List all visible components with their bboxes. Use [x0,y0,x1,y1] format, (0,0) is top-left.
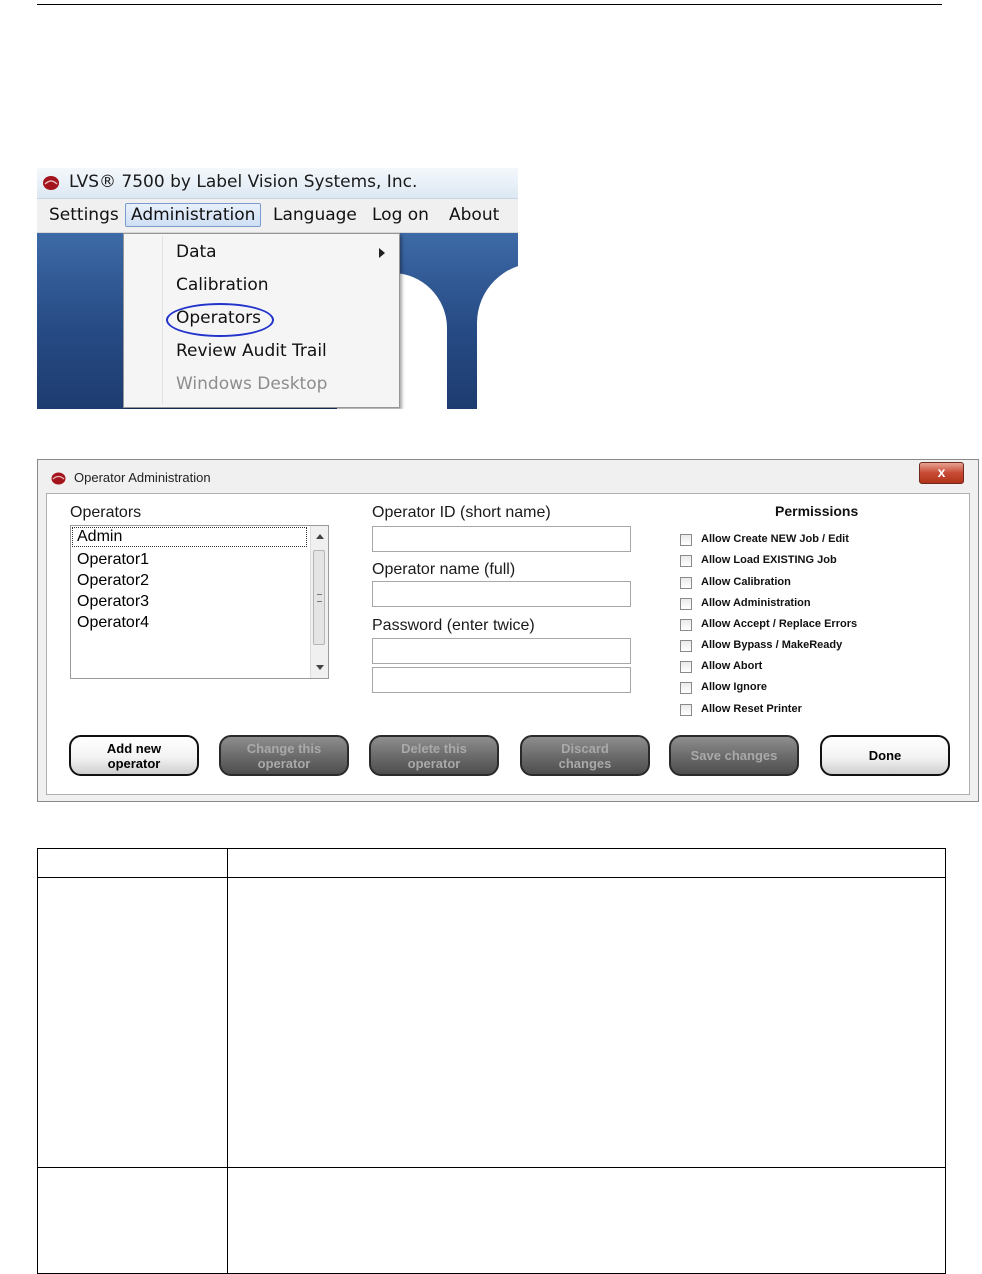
change-operator-button[interactable] [219,735,349,776]
menu-item-calibration[interactable]: Calibration [176,275,269,295]
dialog-title: Operator Administration [74,470,211,485]
menu-item-data[interactable]: Data [176,242,217,262]
grip-icon [317,594,322,602]
table-row [38,849,946,878]
permission-label: Allow Load EXISTING Job [701,554,837,566]
checkbox[interactable] [680,598,692,610]
button-label: Discard [561,740,609,756]
scrollbar-thumb[interactable] [313,550,325,645]
window-titlebar [37,168,518,199]
save-changes-button[interactable]: Save changes [669,735,799,776]
list-item[interactable]: Operator2 [77,572,150,589]
close-button[interactable]: x [919,462,964,484]
button-label: operator [257,755,311,771]
list-item[interactable]: Operator3 [77,593,150,610]
menu-item-windows-desktop: Windows Desktop [176,374,328,394]
table-cell [228,849,946,878]
scrollbar[interactable] [310,526,328,678]
menu-gutter [162,236,163,404]
checkbox[interactable] [680,661,692,673]
menu-item-review-audit-trail[interactable]: Review Audit Trail [176,341,327,361]
permission-label: Allow Bypass / MakeReady [701,639,843,651]
permission-label: Allow Calibration [701,576,791,588]
checkbox[interactable] [680,640,692,652]
checkbox[interactable] [680,534,692,546]
permission-label: Allow Ignore [701,681,767,693]
menu-language[interactable]: Language [273,205,357,225]
checkbox[interactable] [680,555,692,567]
discard-changes-button[interactable] [520,735,650,776]
table-cell [38,878,228,1168]
password-field[interactable] [372,638,631,664]
menu-settings[interactable]: Settings [49,205,119,225]
table-row [38,878,946,1168]
list-item[interactable]: Operator4 [77,614,150,631]
background-graphic [477,263,518,409]
operators-listbox[interactable] [70,525,329,679]
lvs-logo-icon [51,472,66,485]
scroll-up-icon[interactable] [316,534,324,539]
button-label: Add new [106,740,162,756]
administration-dropdown [123,233,400,408]
table-cell [228,1167,946,1273]
operators-label: Operators [70,504,142,521]
permission-label: Allow Create NEW Job / Edit [701,533,849,545]
window-title: LVS® 7500 by Label Vision Systems, Inc. [69,172,418,192]
button-label: operator [107,755,161,771]
list-item[interactable]: Admin [73,528,306,546]
operator-administration-dialog [37,459,979,802]
table-cell [38,1167,228,1273]
checkbox[interactable] [680,704,692,716]
description-table [37,848,946,1274]
permissions-title: Permissions [775,503,859,519]
checkbox[interactable] [680,682,692,694]
highlight-circle [166,303,274,337]
done-button[interactable]: Done [820,735,950,776]
scroll-down-icon[interactable] [316,665,324,670]
permission-label: Allow Accept / Replace Errors [701,618,858,630]
menu-administration[interactable]: Administration [125,203,261,227]
operator-name-field[interactable] [372,581,631,607]
menu-about[interactable]: About [449,205,500,225]
table-cell [228,878,946,1168]
checkbox[interactable] [680,619,692,631]
password-confirm-field[interactable] [372,667,631,693]
permission-label: Allow Reset Printer [701,703,802,715]
menu-screenshot [37,168,518,409]
table-row [38,1167,946,1273]
button-label: operator [407,755,461,771]
checkbox[interactable] [680,577,692,589]
list-item[interactable]: Operator1 [77,551,150,568]
delete-operator-button[interactable] [369,735,499,776]
button-label: changes [558,755,612,771]
operator-id-field[interactable] [372,526,631,552]
permission-label: Allow Abort [701,660,763,672]
permission-label: Allow Administration [701,597,811,609]
add-new-operator-button[interactable] [69,735,199,776]
menu-item-operators[interactable]: Operators [176,308,261,328]
password-label: Password (enter twice) [372,617,535,634]
menu-log-on[interactable]: Log on [372,205,429,225]
button-label: Delete this [401,740,467,756]
lvs-logo-icon [42,175,60,191]
table-cell [38,849,228,878]
operator-name-label: Operator name (full) [372,561,516,578]
operator-id-label: Operator ID (short name) [372,504,551,521]
dialog-titlebar [38,460,978,492]
button-label: Change this [246,740,322,756]
submenu-arrow-icon [379,248,385,258]
top-rule [37,4,942,5]
menubar [37,199,518,233]
